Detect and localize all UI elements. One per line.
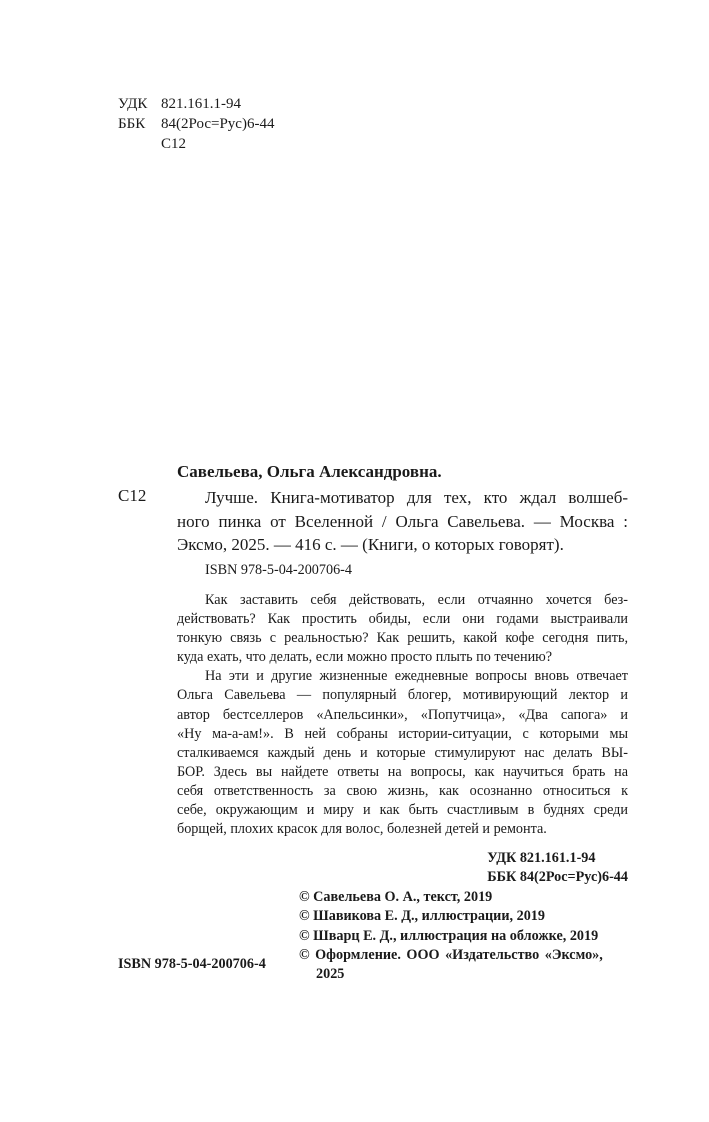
- footer-isbn: ISBN 978-5-04-200706-4: [118, 956, 266, 972]
- description-line: ного пинка от Вселенной / Ольга Савельева. — Москва :: [177, 511, 628, 531]
- annotation-line: действовать? Как простить обиды, если они годами выстраивали: [177, 611, 628, 628]
- annotation-line: автор бестселлеров «Апельсинки», «Попутчица», «Два сапога» и: [177, 706, 628, 723]
- description-line: Лучше. Книга-мотиватор для тех, кто ждал волшеб-: [205, 488, 628, 507]
- footer-udk: УДК 821.161.1-94: [487, 850, 596, 866]
- copyright-line: © Шварц Е. Д., иллюстрация на обложке, 2019: [299, 927, 599, 944]
- annotation-line: На эти и другие жизненные ежедневные вопросы вновь отвечает: [205, 668, 628, 685]
- isbn-line: ISBN 978-5-04-200706-4: [205, 562, 352, 578]
- udk-value: 821.161.1-94: [161, 96, 241, 112]
- annotation-line: БОР. Здесь вы найдете ответы на вопросы, как научиться брать на: [177, 763, 628, 780]
- annotation-line: себе, окружающим и миру и как быть счастливым в буднях среди: [177, 802, 628, 819]
- author-sign: С12: [161, 136, 187, 152]
- bibliographic-description: [177, 486, 628, 557]
- bbk-label: ББК: [118, 116, 146, 132]
- annotation-line: «Ну ма-а-ам!». В ней собраны истории-ситуации, с которыми мы: [177, 725, 628, 742]
- copyright-line: © Савельева О. А., текст, 2019: [299, 889, 493, 905]
- udk-label: УДК: [118, 96, 148, 112]
- footer-classification: [487, 849, 628, 887]
- bbk-value: 84(2Рос=Рус)6-44: [161, 116, 275, 132]
- copyright-line: 2025: [316, 966, 345, 983]
- annotation-line: Ольга Савельева — популярный блогер, мотивирующий лектор и: [177, 687, 628, 704]
- footer-bbk: ББК 84(2Рос=Рус)6-44: [487, 869, 628, 885]
- annotation-line: куда ехать, что делать, если можно просто плыть по течению?: [177, 649, 553, 666]
- annotation: [177, 591, 628, 839]
- annotation-line: сталкиваемся каждый день и которые стимулируют нас делать ВЫ-: [177, 744, 628, 761]
- copyright-line: © Оформление. ООО «Издательство «Эксмо»,: [299, 946, 603, 963]
- copyright-line: © Шавикова Е. Д., иллюстрации, 2019: [299, 908, 545, 925]
- description-line: Эксмо, 2025. — 416 с. — (Книги, о которых говорят).: [177, 535, 564, 554]
- classification-header: [118, 94, 318, 154]
- author-sign-left: С12: [118, 486, 147, 505]
- annotation-line: борщей, плохих красок для волос, болезней детей и ремонта.: [177, 821, 547, 838]
- author-heading: Савельева, Ольга Александровна.: [177, 462, 442, 481]
- copyright-block: [299, 888, 603, 984]
- annotation-line: тонкую связь с реальностью? Как решить, какой кофе сегодня пить,: [177, 630, 628, 647]
- annotation-line: себя ответственность за свою жизнь, как осознанно относиться к: [177, 782, 628, 799]
- annotation-line: Как заставить себя действовать, если отчаянно хочется без-: [205, 592, 628, 608]
